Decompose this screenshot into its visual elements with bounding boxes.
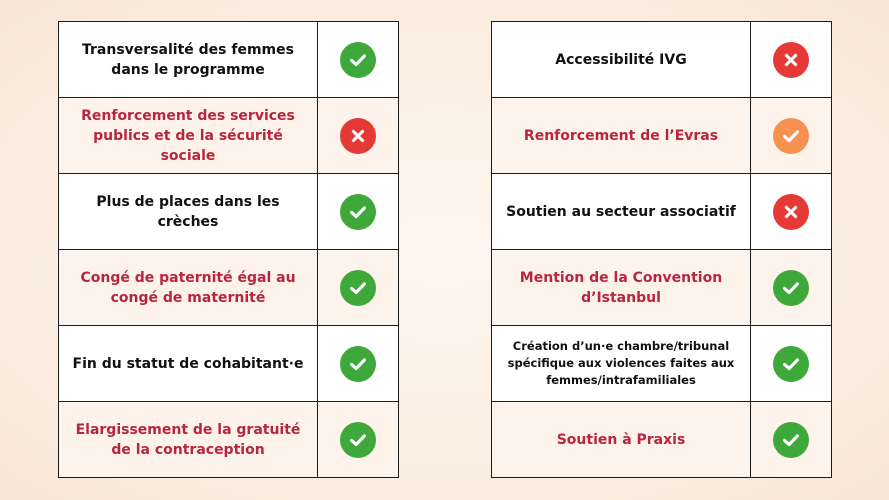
row-label: Soutien à Praxis	[492, 402, 751, 477]
cross-icon	[340, 118, 376, 154]
check-icon	[340, 422, 376, 458]
status-cell	[318, 326, 398, 401]
status-cell	[318, 22, 398, 97]
right-table	[491, 21, 832, 478]
cross-icon	[773, 194, 809, 230]
status-cell	[318, 174, 398, 249]
check-icon	[340, 346, 376, 382]
status-cell	[318, 250, 398, 325]
status-cell	[318, 402, 398, 477]
table-row	[492, 250, 831, 326]
status-cell	[751, 326, 831, 401]
check-icon	[340, 270, 376, 306]
row-label: Plus de places dans les crèches	[59, 174, 318, 249]
table-row	[59, 250, 398, 326]
status-cell	[751, 22, 831, 97]
row-label: Renforcement des services publics et de la sécurité sociale	[59, 98, 318, 173]
row-label: Création d’un·e chambre/tribunal spécifique aux violences faites aux femmes/intrafamiliales	[492, 326, 751, 401]
table-row	[492, 326, 831, 402]
check-icon	[773, 422, 809, 458]
status-cell	[318, 98, 398, 173]
table-row	[59, 326, 398, 402]
row-label: Mention de la Convention d’Istanbul	[492, 250, 751, 325]
status-cell	[751, 174, 831, 249]
row-label: Renforcement de l’Evras	[492, 98, 751, 173]
table-row	[59, 174, 398, 250]
table-row	[492, 402, 831, 477]
cross-icon	[773, 42, 809, 78]
row-label: Fin du statut de cohabitant·e	[59, 326, 318, 401]
left-table	[58, 21, 399, 478]
table-row	[492, 174, 831, 250]
table-row	[59, 402, 398, 477]
row-label: Elargissement de la gratuité de la contraception	[59, 402, 318, 477]
table-row	[492, 22, 831, 98]
table-row	[59, 22, 398, 98]
row-label: Soutien au secteur associatif	[492, 174, 751, 249]
check-icon	[773, 346, 809, 382]
check-icon	[340, 42, 376, 78]
row-label: Transversalité des femmes dans le programme	[59, 22, 318, 97]
table-row	[59, 98, 398, 174]
check-icon	[773, 118, 809, 154]
row-label: Accessibilité IVG	[492, 22, 751, 97]
row-label: Congé de paternité égal au congé de maternité	[59, 250, 318, 325]
status-cell	[751, 402, 831, 477]
check-icon	[773, 270, 809, 306]
status-cell	[751, 250, 831, 325]
check-icon	[340, 194, 376, 230]
status-cell	[751, 98, 831, 173]
table-row	[492, 98, 831, 174]
